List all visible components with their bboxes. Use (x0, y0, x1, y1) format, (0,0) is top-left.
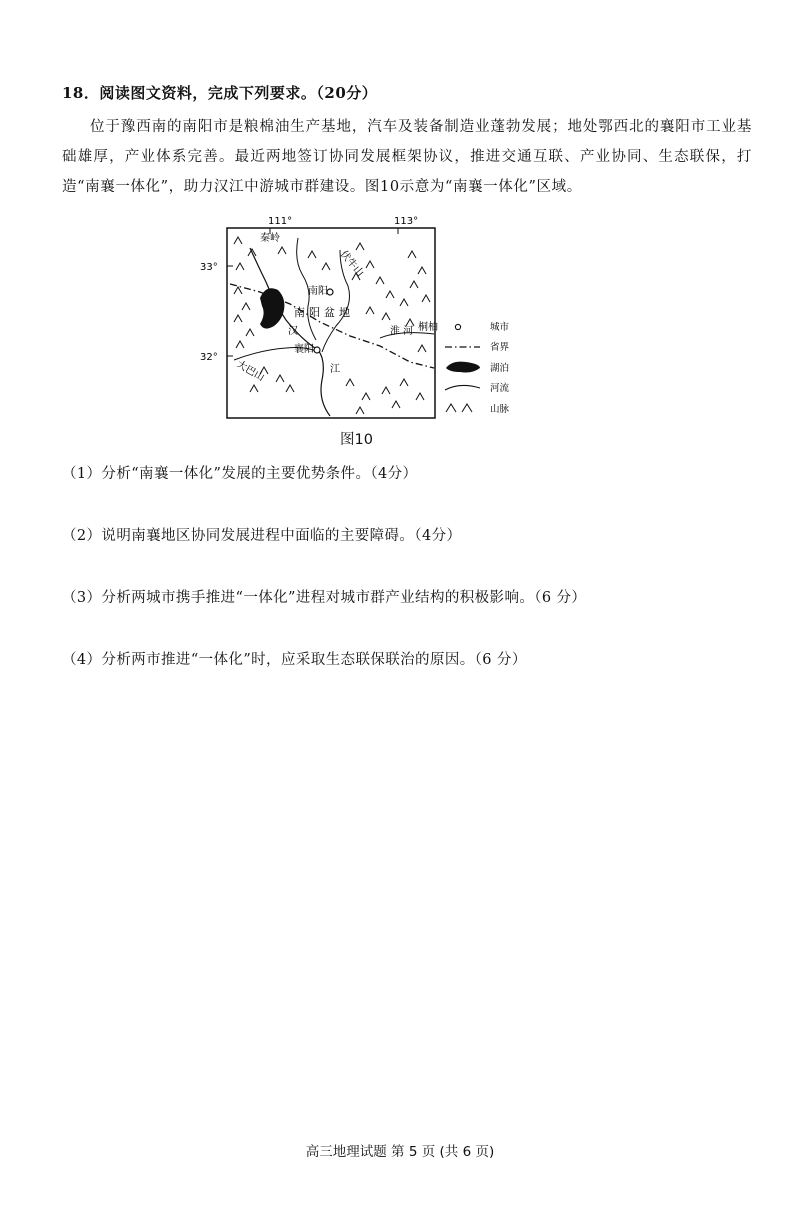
lat-label-32: 32° (200, 352, 218, 363)
label-nanyang-basin: 南阳盆地 (294, 306, 354, 319)
figure-caption: 图10 (340, 432, 373, 448)
lat-label-33: 33° (200, 262, 218, 273)
label-dabashan: 大巴山 (234, 359, 266, 384)
label-huai-river: 淮 河 (390, 326, 414, 337)
lon-label-111: 111° (268, 216, 293, 227)
map-frame (227, 228, 435, 418)
legend-lake-label: 湖泊 (490, 363, 510, 374)
legend-mountain-label: 山脉 (490, 404, 510, 415)
label-funiu-mountain: 伏牛山 (337, 248, 366, 279)
city-icon (455, 324, 460, 329)
label-tongbai: 桐柏 (418, 322, 438, 333)
label-xiangyang-city: 襄阳 (294, 344, 314, 355)
city-xiangyang-marker (314, 347, 320, 353)
mountain-icon (446, 404, 472, 412)
legend-city-label: 城市 (490, 322, 510, 333)
lake-icon (446, 362, 480, 373)
question-title: 18．阅读图文资料，完成下列要求。（20分） (62, 84, 378, 102)
sub-question-3: （3）分析两城市携手推进“一体化”进程对城市群产业结构的积极影响。（6 分） (62, 590, 587, 606)
question-intro: 位于豫西南的南阳市是粮棉油生产基地，汽车及装备制造业蓬勃发展；地处鄂西北的襄阳市工业基础雄厚，产业体系完善。最近两地签订协同发展框架协议，推进交通互联、产业协同、生态联保，打造“南襄一体化”，助力汉江中游城市群建设。图10示意为“南襄一体化”区域。 (62, 119, 752, 195)
sub-question-2: （2）说明南襄地区协同发展进程中面临的主要障碍。（4分） (62, 528, 462, 544)
lon-label-113: 113° (394, 216, 419, 227)
river-icon (445, 385, 480, 390)
sub-question-1: （1）分析“南襄一体化”发展的主要优势条件。（4分） (62, 466, 418, 482)
label-han: 汉 (288, 326, 298, 337)
page-footer: 高三地理试题 第 5 页 (共 6 页) (305, 1144, 495, 1160)
sub-question-4: （4）分析两市推进“一体化”时，应采取生态联保联治的原因。（6 分） (62, 652, 527, 668)
legend-boundary-label: 省界 (490, 342, 510, 353)
map-legend (445, 321, 510, 415)
label-jiang: 江 (330, 364, 340, 375)
label-nanyang-city: 南阳 (308, 286, 328, 297)
legend-river-label: 河流 (490, 383, 510, 394)
label-qinling: 秦岭 (260, 233, 280, 244)
